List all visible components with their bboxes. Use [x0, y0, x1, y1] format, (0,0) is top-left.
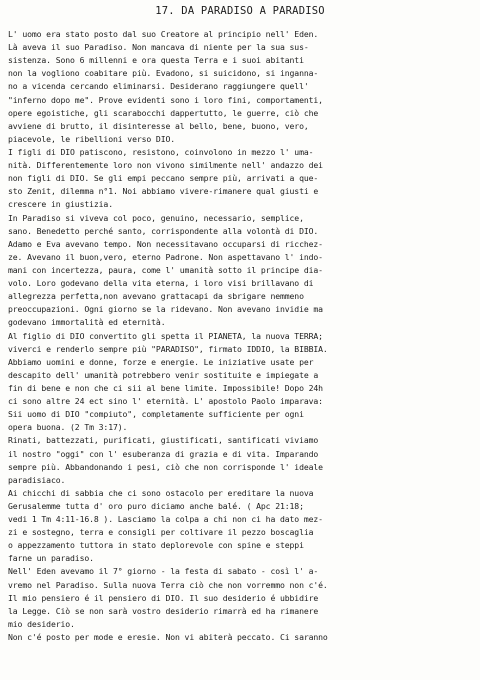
text-line: sistenza. Sono 6 millenni e ora questa Terra e i suoi abitanti: [8, 55, 304, 66]
text-line: Là aveva il suo Paradiso. Non mancava di niente per la sua sus-: [8, 42, 309, 53]
text-line: Rinati, battezzati, purificati, giustificati, santificati viviamo: [8, 435, 319, 446]
text-line: I figli di DIO patiscono, resistono, coinvolono in mezzo l' uma-: [8, 146, 314, 157]
text-line: "inferno dopo me". Prove evidenti sono i loro fini, comportamenti,: [8, 94, 323, 105]
text-line: il nostro "oggi" con l' esuberanza di grazia e di vita. Imparando: [8, 448, 319, 459]
text-line: fin di bene e non che ci sii al bene limite. Impossibile! Dopo 24h: [8, 382, 323, 393]
text-line: Nell' Eden avevamo il 7° giorno - la festa di sabato - così l' a-: [8, 566, 319, 577]
text-line: piacevole, le ribellioni verso DIO.: [8, 133, 176, 144]
text-line: opere egoistiche, gli scarabocchi dappertutto, le guerre, ciò che: [8, 107, 319, 118]
text-line: avviene di brutto, il disinteresse al bello, bene, buono, vero,: [8, 120, 309, 131]
text-line: preoccupazioni. Ogni giorno se la ridevano. Non avevano invidie ma: [8, 304, 323, 315]
text-line: L' uomo era stato posto dal suo Creatore al principio nell' Eden.: [8, 29, 319, 39]
text-line: ze. Avevano il buon,vero, eterno Padrone. Non aspettavano l' indo-: [8, 251, 323, 262]
text-line: Abbiamo uomini e donne, forze e energie. Le iniziative usate per: [8, 356, 314, 367]
text-line: Ai chicchi di sabbia che ci sono ostacolo per ereditare la nuova: [8, 487, 314, 498]
text-line: zi e sostegno, terra e consigli per coltivare il pezzo boscaglia: [8, 527, 314, 538]
text-line: Il mio pensiero é il pensiero di DIO. Il suo desiderio é ubbidire: [8, 592, 319, 603]
page-title: 17. DA PARADISO A PARADISO: [155, 5, 325, 17]
text-line: mio desiderio.: [8, 618, 75, 629]
text-line: sano. Benedetto perché santo, corrispondente alla volontà di DIO.: [8, 225, 319, 236]
text-line: vremo nel Paradiso. Sulla nuova Terra ciò che non vorremmo non c'é.: [8, 579, 328, 590]
text-line: no a vicenda cercando eliminarsi. Desiderano raggiungere quell': [8, 81, 309, 92]
text-line: Adamo e Eva avevano tempo. Non necessitavano occuparsi di ricchez-: [8, 238, 323, 249]
text-line: vedi 1 Tm 4:11-16.8 ). Lasciamo la colpa a chi non ci ha dato mez-: [8, 514, 323, 525]
text-line: descapito dell' umanità potrebbero venir sostituite e impiegate a: [8, 369, 319, 380]
text-line: Non c'é posto per mode e eresie. Non vi abiterà peccato. Ci saranno: [8, 632, 328, 643]
text-line: sempre più. Abbandonando i pesi, ciò che non corrisponde l' ideale: [8, 461, 323, 472]
text-line: In Paradiso si viveva col poco, genuino, necessario, semplice,: [8, 212, 304, 223]
text-line: viverci e renderlo sempre più "PARADISO", firmato IDDIO, la BIBBIA.: [8, 343, 328, 354]
text-line: allegrezza perfetta,non avevano grattacapi da sbrigare nemmeno: [8, 291, 304, 302]
text-line: sto Zenit, dilemma n°1. Noi abbiamo vivere-rimanere qual giusti e: [8, 186, 319, 197]
text-line: nità. Differentemente loro non vivono similmente nell' andazzo dei: [8, 160, 323, 171]
text-line: Sii uomo di DIO "compiuto", completamente sufficiente per ogni: [8, 409, 304, 420]
text-line: non figli di DIO. Se gli empi peccano sempre più, arrivati a que-: [8, 173, 319, 184]
text-line: Gerusalemme tutta d' oro puro diciamo anche balé. ( Apc 21:18;: [8, 500, 304, 511]
text-line: farne un paradiso.: [8, 553, 94, 564]
text-line: ci sono altre 24 ect sino l' eternità. L' apostolo Paolo imparava:: [8, 396, 323, 407]
text-line: crescere in giustizia.: [8, 199, 113, 210]
text-line: paradisiaco.: [8, 474, 66, 485]
text-line: volo. Loro godevano della vita eterna, i loro visi brillavano di: [8, 278, 314, 289]
text-line: godevano immortalità ed eternità.: [8, 317, 166, 328]
text-line: mani con incertezza, paura, come l' umanità sotto il principe dia-: [8, 264, 323, 275]
text-line: opera buona. (2 Tm 3:17).: [8, 422, 128, 433]
document-body: [8, 28, 476, 644]
text-line: o appezzamento tuttora in stato deplorevole con spine e steppi: [8, 540, 304, 551]
text-line: Al figlio di DIO convertito gli spetta il PIANETA, la nuova TERRA;: [8, 330, 323, 341]
text-line: non la vogliono coabitare più. Evadono, si suicidono, si inganna-: [8, 68, 319, 79]
text-line: la Legge. Ciò se non sarà vostro desiderio rimarrà ed ha rimanere: [8, 605, 319, 616]
